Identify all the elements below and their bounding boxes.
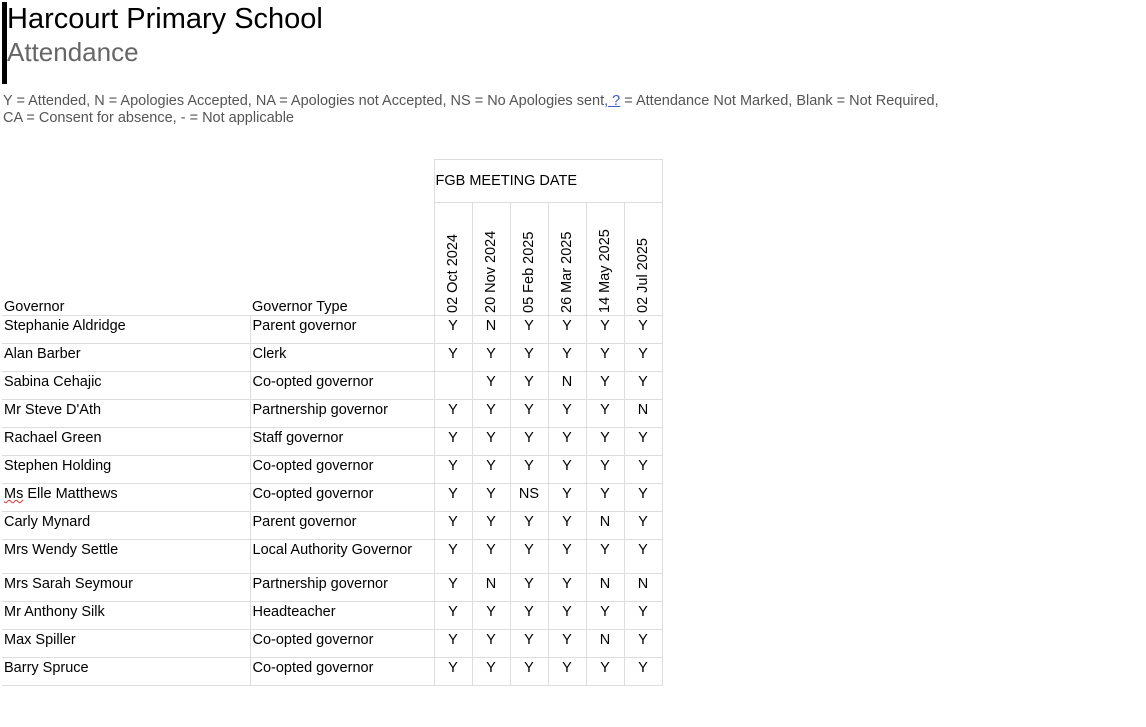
legend-text-1: Y = Attended, N = Apologies Accepted, NA = Apologies not Accepted, NS = No Apologies sent xyxy=(3,93,605,109)
attendance-cell: Y xyxy=(472,372,510,400)
table-row xyxy=(2,574,662,602)
attendance-cell: Y xyxy=(472,540,510,574)
date-label: 05 Feb 2025 xyxy=(521,231,537,313)
attendance-cell: Y xyxy=(586,344,624,372)
governor-name: Alan Barber xyxy=(4,346,81,362)
attendance-cell: Y xyxy=(548,316,586,344)
attendance-cell: Y xyxy=(624,512,662,540)
date-column-header xyxy=(586,203,624,316)
attendance-cell: Y xyxy=(472,456,510,484)
attendance-cell: Y xyxy=(434,574,472,602)
attendance-cell: Y xyxy=(434,428,472,456)
attendance-cell: Y xyxy=(586,540,624,574)
page-subtitle: Attendance xyxy=(7,37,139,67)
attendance-cell: Y xyxy=(548,344,586,372)
governor-name-cell xyxy=(2,574,250,602)
governor-type-cell: Headteacher xyxy=(250,602,434,630)
attendance-table xyxy=(2,159,663,686)
attendance-cell: Y xyxy=(472,428,510,456)
attendance-cell: Y xyxy=(510,512,548,540)
attendance-cell: N xyxy=(624,400,662,428)
table-row xyxy=(2,658,662,686)
page-title: Harcourt Primary School xyxy=(7,3,323,35)
governor-name-cell xyxy=(2,512,250,540)
attendance-cell: Y xyxy=(434,512,472,540)
attendance-cell: Y xyxy=(624,428,662,456)
attendance-cell: Y xyxy=(624,456,662,484)
table-date-header-row xyxy=(2,203,662,316)
attendance-cell: Y xyxy=(548,512,586,540)
governor-type-cell: Co-opted governor xyxy=(250,630,434,658)
attendance-cell: Y xyxy=(548,658,586,686)
date-label: 02 Jul 2025 xyxy=(635,238,651,313)
governor-name-cell xyxy=(2,658,250,686)
governor-name-cell xyxy=(2,602,250,630)
governor-name-cell xyxy=(2,456,250,484)
attendance-cell: Y xyxy=(548,602,586,630)
attendance-legend xyxy=(3,93,1003,127)
governor-name-cell xyxy=(2,344,250,372)
attendance-cell: N xyxy=(586,512,624,540)
governor-name: Stephanie Aldridge xyxy=(4,318,126,334)
attendance-cell: Y xyxy=(510,540,548,574)
attendance-cell: N xyxy=(472,316,510,344)
attendance-cell: Y xyxy=(510,456,548,484)
table-row xyxy=(2,540,662,574)
governor-type-cell: Local Authority Governor xyxy=(250,540,434,574)
attendance-cell: Y xyxy=(586,428,624,456)
attendance-cell: Y xyxy=(434,344,472,372)
legend-mark: , ? xyxy=(604,93,621,109)
governor-type-cell: Co-opted governor xyxy=(250,658,434,686)
table-row xyxy=(2,512,662,540)
attendance-cell xyxy=(434,372,472,400)
attendance-cell: Y xyxy=(510,574,548,602)
attendance-cell: Y xyxy=(586,400,624,428)
attendance-cell: Y xyxy=(510,428,548,456)
attendance-cell: Y xyxy=(586,602,624,630)
legend-text-3: CA = Consent for absence, - = Not applicable xyxy=(3,110,294,126)
attendance-cell: Y xyxy=(624,344,662,372)
date-column-header xyxy=(472,203,510,316)
date-column-header xyxy=(548,203,586,316)
attendance-cell: Y xyxy=(548,456,586,484)
attendance-cell: Y xyxy=(586,372,624,400)
table-row xyxy=(2,316,662,344)
attendance-cell: Y xyxy=(472,484,510,512)
table-row xyxy=(2,602,662,630)
attendance-cell: Y xyxy=(434,602,472,630)
governor-name-prefix: Ms xyxy=(4,486,24,502)
attendance-cell: N xyxy=(586,574,624,602)
governor-name-cell xyxy=(2,630,250,658)
governor-name-cell xyxy=(2,400,250,428)
governor-type-cell: Co-opted governor xyxy=(250,372,434,400)
attendance-cell: Y xyxy=(548,630,586,658)
table-row xyxy=(2,456,662,484)
table-row xyxy=(2,484,662,512)
date-column-header xyxy=(624,203,662,316)
attendance-cell: Y xyxy=(434,456,472,484)
governor-type-cell: Co-opted governor xyxy=(250,484,434,512)
attendance-cell: Y xyxy=(624,316,662,344)
attendance-cell: Y xyxy=(434,484,472,512)
attendance-cell: N xyxy=(624,574,662,602)
attendance-cell: Y xyxy=(510,400,548,428)
attendance-cell: Y xyxy=(472,400,510,428)
governor-name: Mr Steve D'Ath xyxy=(4,402,102,418)
attendance-cell: Y xyxy=(586,316,624,344)
attendance-cell: Y xyxy=(548,540,586,574)
attendance-cell: Y xyxy=(434,630,472,658)
table-row xyxy=(2,400,662,428)
date-label: 20 Nov 2024 xyxy=(483,230,499,313)
table-group-header-row xyxy=(2,160,662,203)
attendance-cell: Y xyxy=(472,344,510,372)
governor-name-cell xyxy=(2,484,250,512)
governor-name: Mrs Sarah Seymour xyxy=(4,576,133,592)
governor-type-cell: Clerk xyxy=(250,344,434,372)
attendance-cell: N xyxy=(586,630,624,658)
attendance-cell: Y xyxy=(510,630,548,658)
attendance-cell: Y xyxy=(624,372,662,400)
governor-name-cell xyxy=(2,372,250,400)
attendance-cell: Y xyxy=(548,428,586,456)
governor-name: Max Spiller xyxy=(4,632,76,648)
governor-type-cell: Partnership governor xyxy=(250,400,434,428)
attendance-cell: Y xyxy=(586,456,624,484)
governor-name: Sabina Cehajic xyxy=(4,374,102,390)
date-label: 02 Oct 2024 xyxy=(445,234,461,313)
attendance-cell: Y xyxy=(434,658,472,686)
legend-text-2: = Attendance Not Marked, Blank = Not Required, xyxy=(620,93,939,109)
attendance-cell: NS xyxy=(510,484,548,512)
attendance-cell: Y xyxy=(624,484,662,512)
attendance-cell: Y xyxy=(624,602,662,630)
governor-name-cell xyxy=(2,316,250,344)
governor-name: Stephen Holding xyxy=(4,458,112,474)
table-row xyxy=(2,344,662,372)
governor-name: Mrs Wendy Settle xyxy=(4,542,119,558)
attendance-cell: Y xyxy=(624,630,662,658)
table-row xyxy=(2,630,662,658)
attendance-cell: Y xyxy=(472,630,510,658)
governor-name: Carly Mynard xyxy=(4,514,91,530)
governor-type-cell: Co-opted governor xyxy=(250,456,434,484)
governor-type-cell: Staff governor xyxy=(250,428,434,456)
attendance-cell: Y xyxy=(624,658,662,686)
governor-name-cell xyxy=(2,540,250,574)
attendance-cell: Y xyxy=(586,484,624,512)
attendance-cell: Y xyxy=(510,316,548,344)
attendance-cell: Y xyxy=(434,316,472,344)
attendance-cell: Y xyxy=(624,540,662,574)
governor-name: Barry Spruce xyxy=(4,660,89,676)
table-row xyxy=(2,428,662,456)
attendance-cell: Y xyxy=(586,658,624,686)
attendance-cell: Y xyxy=(510,602,548,630)
date-label: 14 May 2025 xyxy=(597,229,613,313)
attendance-cell: Y xyxy=(472,658,510,686)
governor-type-cell: Parent governor xyxy=(250,512,434,540)
attendance-cell: Y xyxy=(472,512,510,540)
governor-name: Rachael Green xyxy=(4,430,102,446)
date-column-header xyxy=(510,203,548,316)
governor-name-cell xyxy=(2,428,250,456)
date-column-header xyxy=(434,203,472,316)
governor-type-cell: Partnership governor xyxy=(250,574,434,602)
attendance-cell: Y xyxy=(472,602,510,630)
attendance-cell: Y xyxy=(510,658,548,686)
governor-type-column-header: Governor Type xyxy=(252,299,348,315)
attendance-cell: Y xyxy=(548,400,586,428)
attendance-cell: Y xyxy=(548,574,586,602)
governor-name: Mr Anthony Silk xyxy=(4,604,105,620)
governor-name: Elle Matthews xyxy=(23,486,118,502)
meeting-date-group-header: FGB MEETING DATE xyxy=(434,160,662,203)
attendance-cell: Y xyxy=(510,344,548,372)
attendance-cell: N xyxy=(548,372,586,400)
attendance-cell: Y xyxy=(434,540,472,574)
governor-type-cell: Parent governor xyxy=(250,316,434,344)
table-row xyxy=(2,372,662,400)
attendance-cell: Y xyxy=(548,484,586,512)
governor-column-header: Governor xyxy=(4,299,65,315)
attendance-cell: N xyxy=(472,574,510,602)
date-label: 26 Mar 2025 xyxy=(559,231,575,313)
attendance-cell: Y xyxy=(434,400,472,428)
attendance-cell: Y xyxy=(510,372,548,400)
